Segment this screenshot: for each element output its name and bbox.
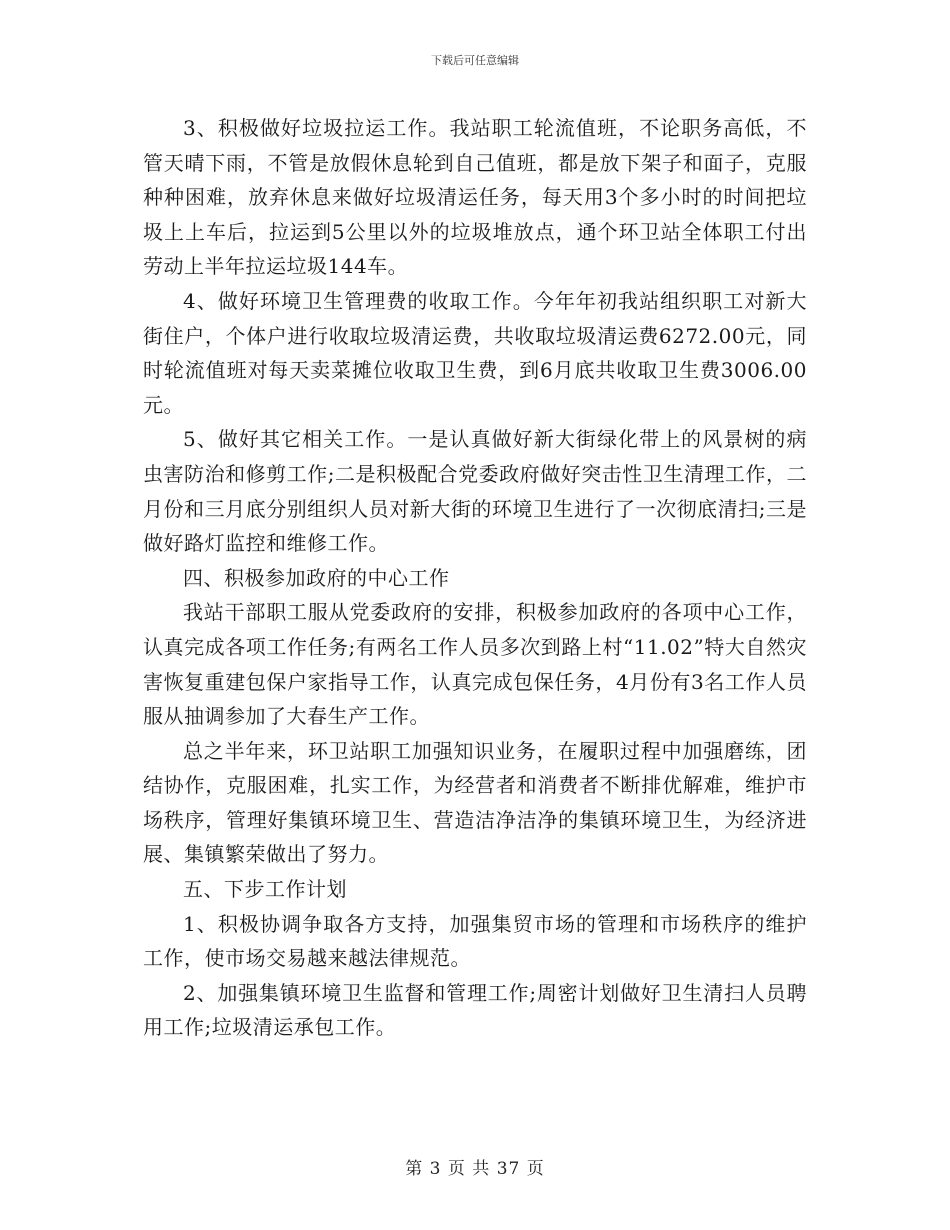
paragraph-other-work: 5、做好其它相关工作。一是认真做好新大街绿化带上的风景树的病虫害防治和修剪工作;二是积极配合党委政府做好突击性卫生清理工作，二月份和三月底分别组织人员对新大街的环境卫生进行了一次彻底清扫;三是做好路灯监控和维修工作。 [143,427,807,556]
paragraph-sanitation-fees: 4、做好环境卫生管理费的收取工作。今年年初我站组织职工对新大街住户，个体户进行收取垃圾清运费，共收取垃圾清运费6272.00元，同时轮流值班对每天卖菜摊位收取卫生费，到6月底共收取卫生费3006.00 元。 [143,288,807,417]
paragraph-summary: 总之半年来，环卫站职工加强知识业务，在履职过程中加强磨练，团结协作，克服困难，扎实工作，为经营者和消费者不断排优解难，维护市场秩序，管理好集镇环境卫生、营造洁净洁净的集镇环境卫生，为经济进展、集镇繁荣做出了努力。 [143,738,807,867]
section-heading-central-work: 四、积极参加政府的中心工作 [183,565,450,590]
document-body [143,111,807,1045]
paragraph-plan-1: 1、积极协调争取各方支持，加强集贸市场的管理和市场秩序的维护工作，使市场交易越来越法律规范。 [143,911,807,971]
paragraph-plan-2: 2、加强集镇环境卫生监督和管理工作;周密计划做好卫生清扫人员聘用工作;垃圾清运承包工作。 [143,980,807,1040]
page-number-footer: 第 3 页 共 37 页 [405,1159,545,1179]
paragraph-garbage-transport: 3、积极做好垃圾拉运工作。我站职工轮流值班，不论职务高低，不管天晴下雨，不管是放假休息轮到自己值班，都是放下架子和面子，克服种种困难，放弃休息来做好垃圾清运任务，每天用3个多小时的时间把垃圾上上车后，拉运到5公里以外的垃圾堆放点，通个环卫站全体职工付出劳动上半年拉运垃圾144车。 [143,116,807,279]
paragraph-central-work: 我站干部职工服从党委政府的安排，积极参加政府的各项中心工作，认真完成各项工作任务;有两名工作人员多次到路上村“11.02”特大自然灾害恢复重建包保户家指导工作，认真完成包保任务，4月份有3名工作人员服从抽调参加了大春生产工作。 [143,600,807,729]
section-heading-next-plan: 五、下步工作计划 [183,877,347,902]
page-header-note: 下载后可任意编辑 [431,54,519,67]
